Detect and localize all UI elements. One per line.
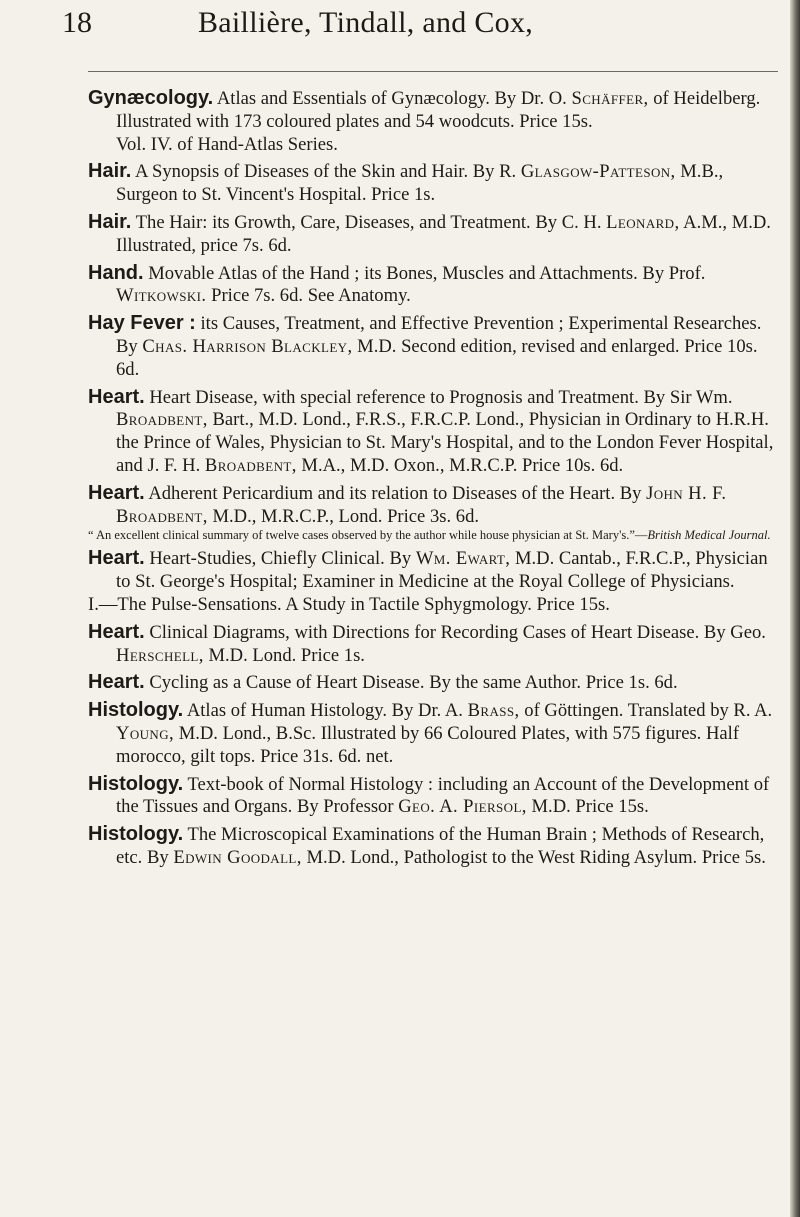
entry-heading: Hay Fever :: [88, 312, 196, 335]
author-name: Schäffer,: [571, 88, 649, 109]
entry-heading: Gynæcology.: [88, 87, 214, 109]
entry-histology-atlas: Histology. Atlas of Human Histology. By Dr. A. Brass, of Göttingen. Translated by R. A. Young, M.D. Lond., B.Sc. Illustrated by 66 Coloured Plates, with 575 figures. Half morocco, gilt tops. Price 31s. 6d. net.: [88, 699, 773, 767]
author-name: Witkowski.: [116, 285, 207, 307]
entry-hand-atlas: Hand. Movable Atlas of the Hand ; its Bones, Muscles and Attachments. By Prof. Witkowski. Price 7s. 6d. See Anatomy.: [88, 261, 706, 307]
author-name: Broadbent,: [204, 454, 297, 476]
review-quote: “ An excellent clinical summary of twelve cases observed by the author while house physician at St. Mary's.”—British Medical Journal.: [88, 528, 771, 543]
entry-histology-brain: Histology. The Microscopical Examinations of the Human Brain ; Methods of Research, etc. By Edwin Goodall, M.D. Lond., Pathologist to the West Riding Asylum. Price 5s.: [88, 823, 766, 868]
entry-note: I.—The Pulse-Sensations. A Study in Tactile Sphygmology. Price 15s.: [88, 593, 610, 615]
author-name: Edwin Goodall,: [173, 846, 302, 868]
page-number: 18: [62, 6, 92, 39]
entry-heading: Hair.: [88, 160, 132, 183]
entry-heading: Histology.: [88, 699, 184, 722]
entry-heading: Heart.: [88, 547, 145, 570]
header-rule: [88, 71, 778, 72]
running-head: Baillière, Tindall, and Cox,: [198, 6, 534, 39]
entry-heading: Heart.: [88, 481, 145, 504]
author-name: Leonard,: [606, 211, 680, 233]
entry-gynaecology-atlas: Gynæcology. Atlas and Essentials of Gynæcology. By Dr. O. Schäffer, of Heidelberg. Illustrated with 173 coloured plates and 54 woodcuts. Price 15s. Vol. IV. of Hand-Atlas Series.: [88, 87, 776, 156]
entry-heart-cycling: Heart. Cycling as a Cause of Heart Disease. By the same Author. Price 1s. 6d.: [88, 671, 678, 694]
entry-heading: Hand.: [88, 261, 144, 284]
author-name: Brass,: [467, 700, 520, 722]
author-name: Chas. Harrison Blackley,: [142, 335, 353, 357]
author-name: John H. F. Broadbent,: [116, 482, 727, 527]
entry-hair-growth: Hair. The Hair: its Growth, Care, Diseases, and Treatment. By C. H. Leonard, A.M., M.D. Illustrated, price 7s. 6d.: [88, 210, 771, 256]
entry-heading: Heart.: [88, 620, 145, 643]
entry-histology-textbook: Histology. Text-book of Normal Histology : including an Account of the Development of the Tissues and Organs. By Professor Geo. A. Piersol, M.D. Price 15s.: [88, 772, 770, 818]
catalogue-page: [58, 0, 778, 868]
author-name: Glasgow-Patteson,: [520, 161, 676, 183]
author-name: Young,: [116, 722, 175, 744]
entry-hair-synopsis: Hair. A Synopsis of Diseases of the Skin and Hair. By R. Glasgow-Patteson, M.B., Surgeon to St. Vincent's Hospital. Price 1s.: [88, 160, 724, 206]
entry-heart-studies: Heart. Heart-Studies, Chiefly Clinical. By Wm. Ewart, M.D. Cantab., F.R.C.P., Physician to St. George's Hospital; Examiner in Medicine at the Royal College of Physicians. I.—The Pulse-Sensations. A Study in Tactile Sphygmology. Price 15s.: [88, 547, 776, 616]
author-name: Herschell,: [116, 644, 204, 666]
entry-heading: Hair.: [88, 210, 132, 233]
page-header: [58, 0, 778, 60]
entry-heading: Histology.: [88, 823, 184, 846]
entry-note: Vol. IV. of Hand-Atlas Series.: [116, 133, 338, 155]
entry-hay-fever: Hay Fever : its Causes, Treatment, and Effective Prevention ; Experimental Researches. By Chas. Harrison Blackley, M.D. Second edition, revised and enlarged. Price 10s. 6d.: [88, 312, 762, 380]
entry-heading: Histology.: [88, 772, 184, 795]
page-edge-shadow: [790, 0, 800, 1217]
author-name: Wm. Ewart,: [415, 548, 511, 570]
author-name: Geo. A. Piersol,: [398, 796, 527, 818]
entry-list: [88, 87, 776, 874]
entry-heading: Heart.: [88, 385, 145, 408]
author-name: Broadbent,: [116, 409, 208, 431]
quote-source: British Medical Journal.: [647, 528, 771, 543]
entry-heart-disease: Heart. Heart Disease, with special reference to Prognosis and Treatment. By Sir Wm. Broadbent, Bart., M.D. Lond., F.R.S., F.R.C.P. Lond., Physician in Ordinary to H.R.H. the Prince of Wales, Physician to St. Mary's Hospital, and to the London Fever Hospital, and J. F. H. Broadbent, M.A., M.D. Oxon., M.R.C.P. Price 10s. 6d.: [88, 385, 774, 476]
entry-heart-diagrams: Heart. Clinical Diagrams, with Directions for Recording Cases of Heart Disease. By Geo. Herschell, M.D. Lond. Price 1s.: [88, 620, 766, 666]
entry-heart-pericardium: Heart. Adherent Pericardium and its relation to Diseases of the Heart. By John H. F. Broadbent, M.D., M.R.C.P., Lond. Price 3s. 6d. “ An excellent clinical summary of twelve cases observed by the author while house physician at St. Mary's.”—British Medical Journal.: [88, 482, 776, 544]
entry-heading: Heart.: [88, 671, 145, 694]
